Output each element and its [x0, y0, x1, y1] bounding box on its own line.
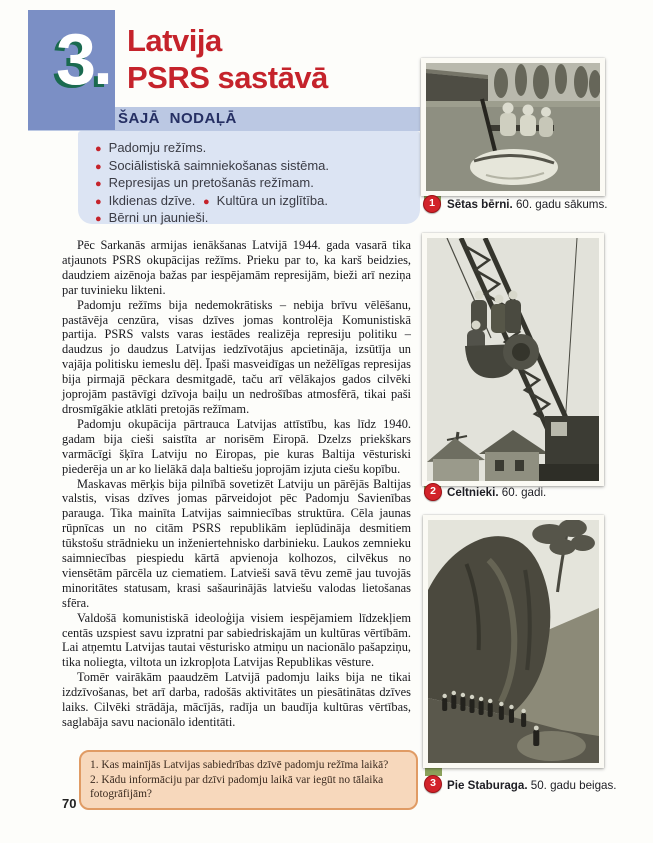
questions-box — [79, 750, 418, 810]
overview-item — [95, 210, 420, 228]
page-title-line1: Latvija — [127, 23, 222, 58]
photo-children-art — [426, 63, 600, 191]
overview-item-label: Sociālistiskā saimniekošanas sistēma. — [108, 157, 330, 173]
photo-caption-date: 50. gadu beigas. — [527, 779, 617, 792]
bullet-icon: ● — [95, 143, 102, 155]
photo-caption — [447, 198, 647, 211]
page-number: 70 — [62, 796, 77, 811]
bullet-icon: ● — [95, 195, 102, 208]
body-paragraph: Padomju režīms bija nedemokrātisks – nebija brīvu vēlēšanu, pastāvēja cenzūra, visas dzīves jomas kontrolēja Komunistiskā partija. PSRS valsts varas iestādes realizēja represiju politiku – daudzus jo daudzus Latvijas iedzīvotājus apcietināja, izsūtīja un vajāja politisku iemeslu dēļ. Īpaši masveidīgas un nežēlīgas represijas bija pirmajā pēckara desmitgadē, taču arī vēlākajos gados cilvēki joprojām pastāvīgi dzīvoja baiļu un nedrošības atmosfērā, tikai paši drosmīgākie atklāti pretojās režīmam. — [62, 297, 411, 416]
photo-caption-title: Sētas bērni. — [447, 198, 513, 211]
overview-item — [95, 175, 420, 193]
photo-builders-art — [427, 238, 599, 481]
overview-item-label: Kultūra un izglītība. — [216, 192, 328, 208]
bullet-icon: ● — [203, 195, 210, 208]
page-title-line2: PSRS sastāvā — [127, 60, 328, 95]
question-item: 1. Kas mainījās Latvijas sabiedrības dzīvē padomju režīma laikā? — [90, 759, 389, 771]
photo-caption-date: 60. gadi. — [498, 486, 547, 499]
photo-children-yard — [421, 58, 605, 196]
chapter-number-box — [28, 10, 115, 130]
overview-item — [95, 158, 420, 176]
photo-number-badge: 2 — [424, 483, 442, 501]
photo-caption-title: Pie Staburaga. — [447, 779, 528, 792]
section-heading: ŠAJĀ NODAĻĀ — [118, 110, 237, 127]
photo-number-badge: 1 — [423, 195, 441, 213]
chapter-overview-panel — [78, 131, 420, 224]
overview-item-label: Represijas un pretošanās režīmam. — [108, 175, 314, 191]
overview-item-label: Ikdienas dzīve. — [108, 192, 196, 208]
body-paragraph: Padomju okupācija pārtrauca Latvijas attīstību, kas līdz 1940. gadam bija cieši saistīta ar norisēm Eiropā. Dzelzs priekškars varmācīgi šķīra Latviju no Eiropas, pie kuras Baltija vēsturiski piederēja un ar ko lielākā daļa baltiešu joprojām izjuta ciešu kopību. — [62, 416, 411, 476]
photo-number-badge: 3 — [424, 775, 442, 793]
overview-item — [95, 140, 420, 158]
bullet-icon: ● — [95, 178, 102, 191]
overview-item-label: Bērni un jaunieši. — [108, 210, 209, 226]
page-title — [127, 22, 328, 96]
body-text-column — [62, 238, 411, 730]
photo-builders-crane — [422, 233, 604, 486]
photo-staburags-cliff — [423, 515, 604, 768]
body-paragraph: Valdošā komunistiskā ideoloģija visiem iespējamiem līdzekļiem centās uzspiest savu izpratni par sabiedriskajām un kultūras vērtībām. Lai atņemtu Latvijas tautai vēsturisko atmiņu un nacionālo pašapziņu, tika noliegta, viltota un izkropļota Latvijas Republikas vēsture. — [62, 610, 411, 670]
bullet-icon: ● — [95, 160, 102, 173]
question-item: 2. Kādu informāciju par dzīvi padomju laikā var iegūt no tālaika fotogrāfijām? — [90, 773, 384, 801]
chapter-number: 3. — [55, 20, 110, 100]
body-paragraph: Pēc Sarkanās armijas ienākšanas Latvijā 1944. gada vasarā tika atjaunots PSRS okupācijas režīms. Prieku par to, ka karš beidzies, daudziem aizēnoja bažas par iespējamām represijām, bieži arī neziņa par tuvinieku likteni. — [62, 238, 411, 297]
photo-caption-title: Celtnieki. — [447, 486, 499, 499]
photo-caption-date: 60. gadu sākums. — [512, 198, 608, 211]
overview-item — [95, 193, 420, 211]
body-paragraph: Tomēr vairākām paaudzēm Latvijā padomju laiks bija ne tikai izdzīvošanas, bet arī darba, radošās aktivitātes un piesātinātas dzīves laiks. Cilvēki strādāja, mācījās, radīja un baudīja kultūras vērtības, saglabāja savu nacionālo identitāti. — [62, 670, 411, 729]
photo-cliff-art — [428, 520, 599, 763]
photo-caption — [447, 486, 647, 499]
overview-item-label: Padomju režīms. — [108, 140, 207, 155]
body-paragraph: Maskavas mērķis bija pilnībā sovetizēt Latviju un pārējās Baltijas valstis, visas dzīves jomas pārveidojot pēc Padomju Savienības parauga. Tika mainīta Latvijas saimniecības struktūra. Cēla jaunas rūpnīcas un no citām PSRS republikām ieplūdināja desmitiem tūkstošu strādnieku un inženiertehnisko darbinieku. Laukos zemnieku saimniecības piespiedu kārtā apvienoja kolhozos, cilvēkus no viensētām pārcēla uz ciematiem. Latvieši savā tēvu zemē jau tuvojās minoritātes statusam, krasi sašaurinājās latviešu valodas lietošanas sfēra. — [62, 476, 411, 610]
bullet-icon: ● — [95, 213, 102, 226]
photo-caption — [447, 779, 647, 792]
